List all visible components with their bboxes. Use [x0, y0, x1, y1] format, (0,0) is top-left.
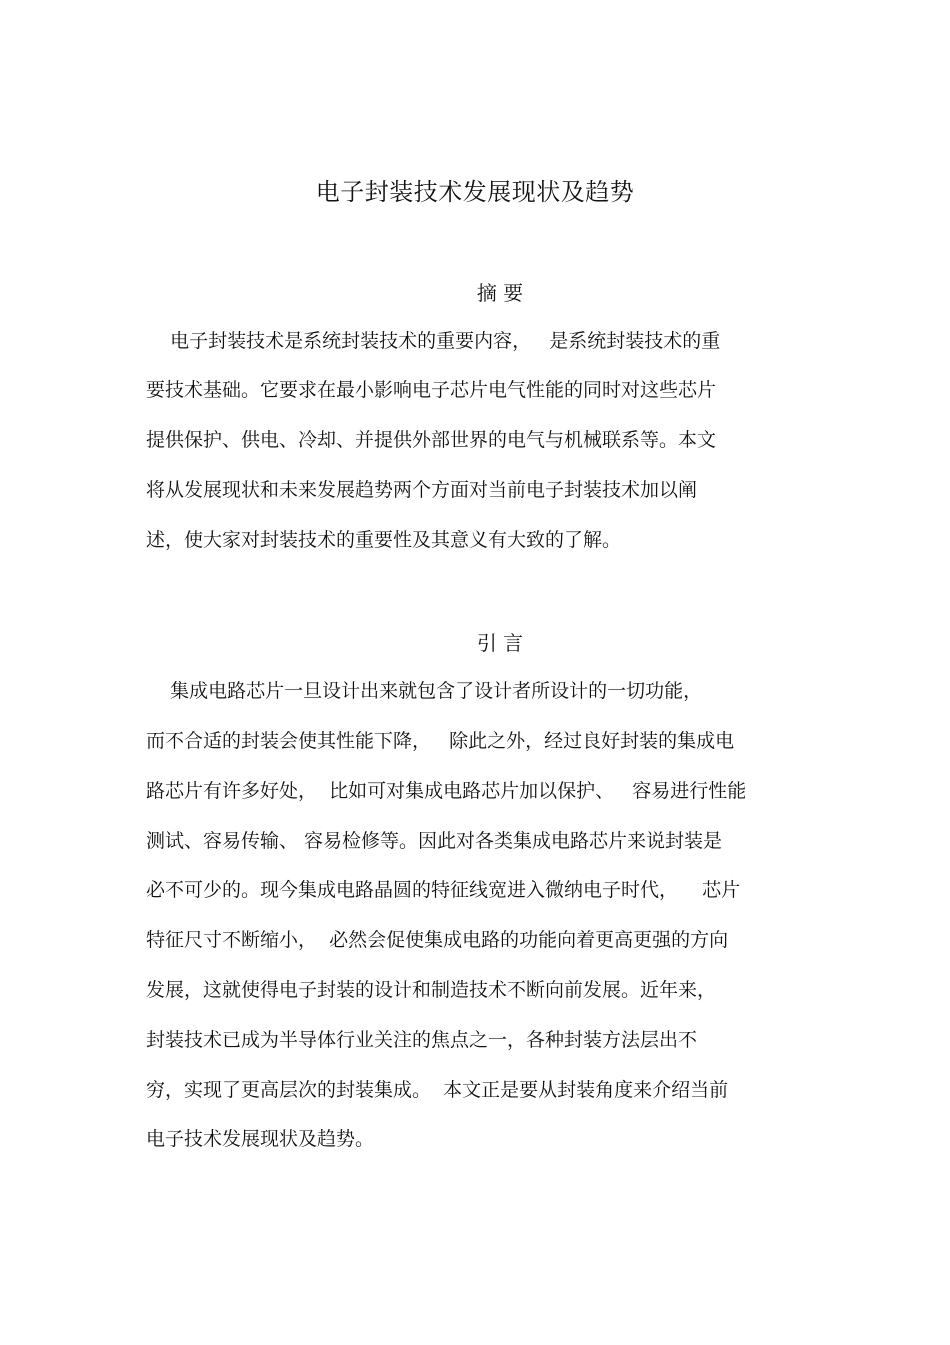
introduction-line: 特征尺寸不断缩小， 必然会促使集成电路的功能向着更高更强的方向 — [146, 929, 729, 951]
introduction-line: 测试、容易传输、 容易检修等。因此对各类集成电路芯片来说封装是 — [146, 830, 723, 852]
introduction-line: 而不合适的封装会使其性能下降， 除此之外，经过良好封装的集成电 — [146, 730, 735, 752]
introduction-line: 集成电路芯片一旦设计出来就包含了设计者所设计的一切功能， — [146, 680, 703, 702]
introduction-line: 发展，这就使得电子封装的设计和制造技术不断向前发展。近年来， — [146, 979, 717, 1001]
introduction-line: 电子技术发展现状及趋势。 — [146, 1128, 375, 1150]
introduction-line: 路芯片有许多好处， 比如可对集成电路芯片加以保护、 容易进行性能 — [146, 780, 747, 802]
introduction-line: 穷，实现了更高层次的封装集成。 本文正是要从封装角度来介绍当前 — [146, 1079, 729, 1101]
introduction-line: 封装技术已成为半导体行业关注的焦点之一，各种封装方法层出不 — [146, 1029, 698, 1051]
abstract-heading: 摘 要 — [476, 281, 524, 305]
abstract-line: 电子封装技术是系统封装技术的重要内容， 是系统封装技术的重 — [146, 330, 721, 352]
abstract-line: 要技术基础。它要求在最小影响电子芯片电气性能的同时对这些芯片 — [146, 379, 717, 401]
abstract-line: 将从发展现状和未来发展趋势两个方面对当前电子封装技术加以阐 — [146, 479, 698, 501]
introduction-line: 必不可少的。现今集成电路晶圆的特征线宽进入微纳电子时代， 芯片 — [146, 879, 741, 901]
introduction-heading: 引 言 — [476, 631, 524, 655]
abstract-line: 提供保护、供电、冷却、并提供外部世界的电气与机械联系等。本文 — [146, 429, 717, 451]
document-title: 电子封装技术发展现状及趋势 — [315, 178, 635, 206]
abstract-line: 述，使大家对封装技术的重要性及其意义有大致的了解。 — [146, 529, 622, 551]
